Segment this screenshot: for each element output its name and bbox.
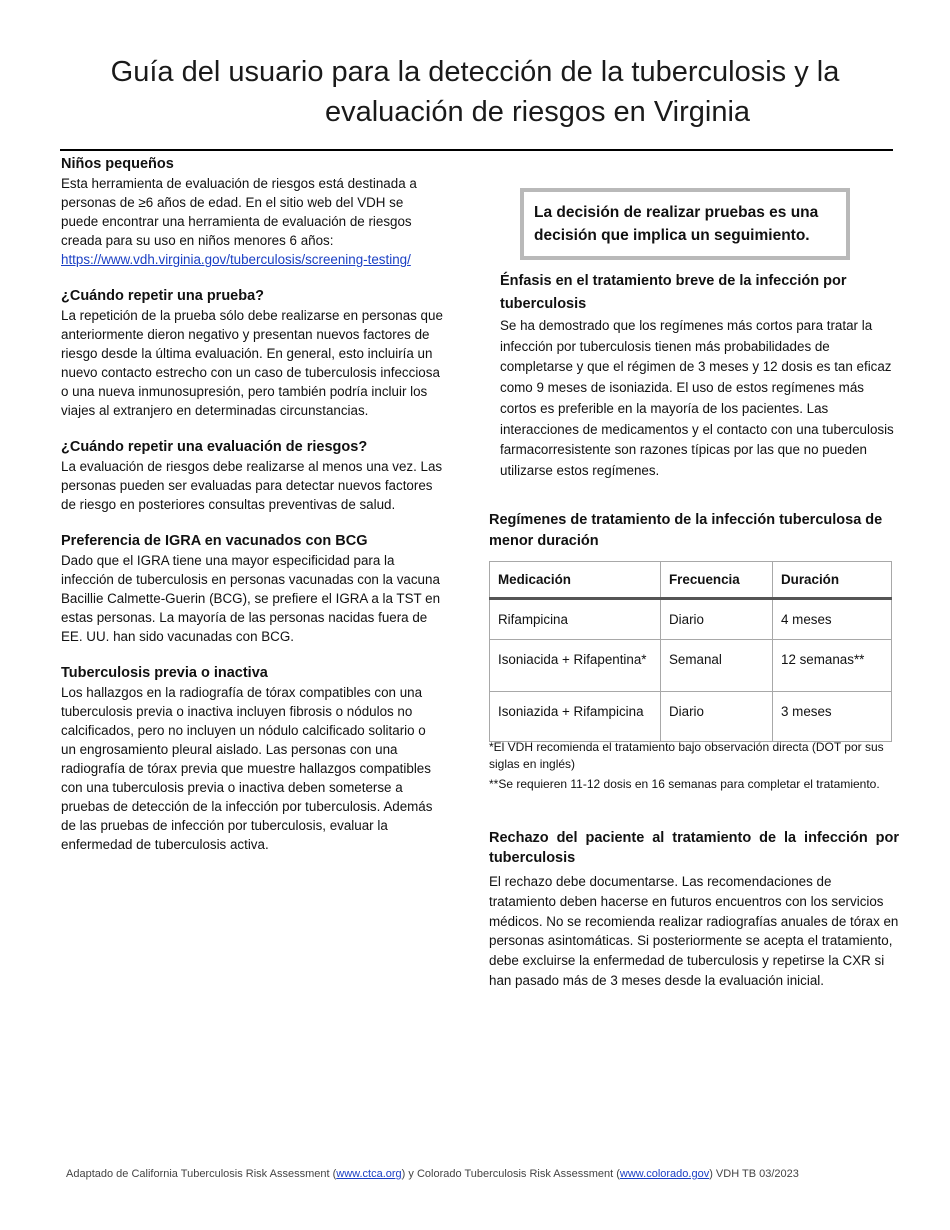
section-ninos xyxy=(61,154,443,269)
repetir-prueba-heading: ¿Cuándo repetir una prueba? xyxy=(61,288,265,304)
table-footnotes xyxy=(489,739,899,796)
table-cell: Isoniazida + Rifampicina xyxy=(490,692,661,742)
colorado-link[interactable]: www.colorado.gov xyxy=(619,1168,710,1180)
table-cell: 12 semanas** xyxy=(773,640,892,692)
page-title xyxy=(60,52,890,132)
left-column xyxy=(61,154,443,871)
rechazo-body: El rechazo debe documentarse. Las recomendaciones de tratamiento deben hacerse en futuros encuentros con los servicios médicos. No se recomienda realizar radiografías anuales de tórax en personas asintomáticas. Si posteriormente se acepta el tratamiento, debe excluirse la enfermedad de tuberculosis y repetirse la CXR si han pasado más de 3 meses desde la evaluación inicial. xyxy=(489,874,899,988)
section-tb-previa xyxy=(61,663,443,854)
igra-heading: Preferencia de IGRA en vacunados con BCG xyxy=(61,533,368,549)
repetir-evaluacion-heading: ¿Cuándo repetir una evaluación de riesgos? xyxy=(61,439,368,455)
table-cell: Isoniacida + Rifapentina* xyxy=(490,640,661,692)
tb-previa-heading: Tuberculosis previa o inactiva xyxy=(61,665,268,681)
table-cell: Semanal xyxy=(661,640,773,692)
footnote-doses: **Se requieren 11-12 dosis en 16 semanas para completar el tratamiento. xyxy=(489,777,880,791)
ctca-link[interactable]: www.ctca.org xyxy=(336,1168,402,1180)
table-cell: Rifampicina xyxy=(490,599,661,640)
column-header: Duración xyxy=(773,562,892,599)
table-row xyxy=(490,640,892,692)
regimenes-heading: Regímenes de tratamiento de la infección tuberculosa de menor duración xyxy=(489,512,883,549)
screening-testing-link[interactable]: https://www.vdh.virginia.gov/tuberculosis/screening-testing/ xyxy=(61,252,411,267)
table-cell: 3 meses xyxy=(773,692,892,742)
ninos-heading: Niños pequeños xyxy=(61,156,174,172)
repetir-prueba-body: La repetición de la prueba sólo debe realizarse en personas que anteriormente dieron negativo y presentan nuevos factores de riesgo desde la última evaluación. En general, esto incluiría un nuevo contacto estrecho con un caso de tuberculosis infecciosa o una nueva inmunosupresión, pero también podría incluir los viajes al extranjero en determinadas circunstancias. xyxy=(61,308,443,418)
section-repetir-evaluacion xyxy=(61,437,443,514)
regimenes-table xyxy=(489,561,892,742)
igra-body: Dado que el IGRA tiene una mayor especificidad para la infección de tuberculosis en personas vacunadas con la vacuna Bacillie Calmette-Guerin (BCG), se prefiere el IGRA a la TST en estas personas. La mayoría de las personas nacidas fuera de EE. UU. han sido vacunadas con BCG. xyxy=(61,553,441,644)
ninos-body: Esta herramienta de evaluación de riesgos está destinada a personas de ≥6 años de edad. En el sitio web del VDH se puede encontrar una herramienta de evaluación de riesgos creada para su uso en niños menores 6 años: https://www.vdh.virginia.gov/tuberculosis/screening-testing/ xyxy=(61,176,417,267)
title-line-1: Guía del usuario para la detección de la tuberculosis y la xyxy=(110,56,840,88)
rechazo-heading: Rechazo del paciente al tratamiento de la infección por tuberculosis xyxy=(489,830,899,866)
page-footer: Adaptado de California Tuberculosis Risk Assessment (www.ctca.org) y Colorado Tuberculosis Risk Assessment (www.colorado.gov) VDH TB 03/2023 xyxy=(66,1168,799,1180)
section-rechazo xyxy=(489,828,899,991)
title-line-2: evaluación de riesgos en Virginia xyxy=(324,96,751,128)
repetir-evaluacion-body: La evaluación de riesgos debe realizarse al menos una vez. Las personas pueden ser evaluadas para detectar nuevos factores de riesgo en posteriores consultas preventivas de salud. xyxy=(61,459,443,512)
table-cell: Diario xyxy=(661,692,773,742)
table-row xyxy=(490,692,892,742)
column-header: Frecuencia xyxy=(661,562,773,599)
tb-previa-body: Los hallazgos en la radiografía de tórax compatibles con una tuberculosis previa o inactiva incluyen fibrosis o nódulos no calcificados, pero no incluyen un nódulo calcificado solitario o un engrosamiento pleural aislado. Las personas con una radiografía de tórax previa que muestre hallazgos compatibles con una tuberculosis previa o inactiva deben someterse a pruebas de detección de la infección por tuberculosis. Además de las pruebas de infección por tuberculosis, evaluar la enfermedad de tuberculosis activa. xyxy=(61,685,433,852)
title-divider xyxy=(60,149,893,151)
table-header-row xyxy=(490,562,892,599)
callout-box: La decisión de realizar pruebas es una decisión que implica un seguimiento. xyxy=(520,188,850,260)
table-row xyxy=(490,599,892,640)
table-cell: 4 meses xyxy=(773,599,892,640)
section-repetir-prueba xyxy=(61,286,443,420)
enfasis-body: Se ha demostrado que los regímenes más cortos para tratar la infección por tuberculosis tienen más probabilidades de completarse y que el régimen de 3 meses y 12 dosis es tan eficaz como 9 meses de isoniazida. El uso de estos regímenes más cortos es preferible en la mayoría de los pacientes. Las interacciones de medicamentos y el contacto con una tuberculosis farmacorresistente son razones típicas por las que no pueden utilizarse estos regímenes. xyxy=(500,318,894,478)
section-igra xyxy=(61,531,443,646)
enfasis-heading: Énfasis en el tratamiento breve de la infección por tuberculosis xyxy=(500,273,847,312)
footnote-dot: *El VDH recomienda el tratamiento bajo observación directa (DOT por sus siglas en inglés) xyxy=(489,740,884,771)
section-enfasis xyxy=(500,270,900,482)
table-cell: Diario xyxy=(661,599,773,640)
column-header: Medicación xyxy=(490,562,661,599)
